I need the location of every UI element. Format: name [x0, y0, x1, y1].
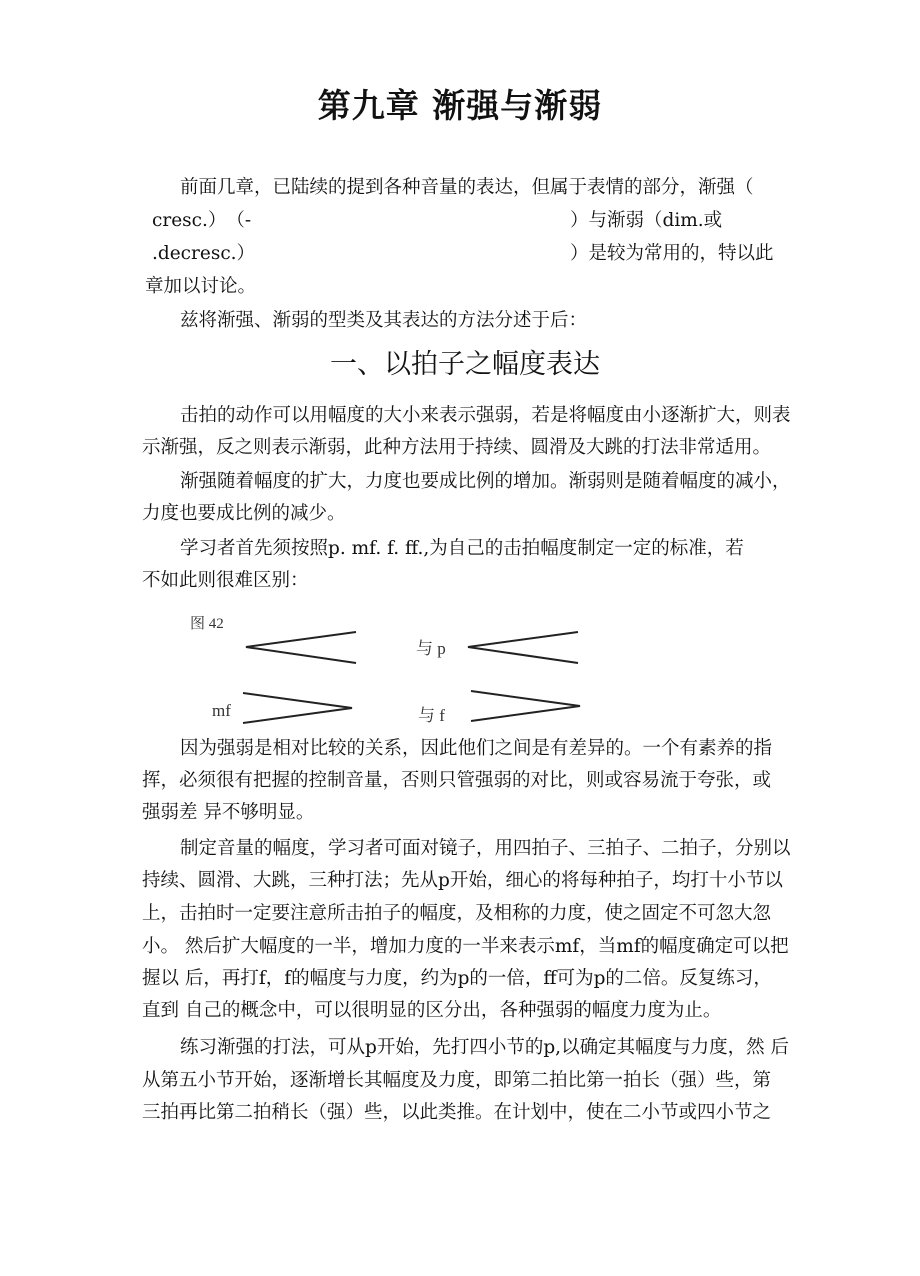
after-c-line-1: 练习渐强的打法，可从p开始，先打四小节的p,以确定其幅度与力度，然 后: [180, 1037, 789, 1058]
decrescendo-hairpin-1: [243, 693, 352, 723]
section-heading: 一、以拍子之幅度表达: [330, 349, 600, 380]
intro-line-5: 兹将渐强、渐弱的型类及其表达的方法分述于后：: [180, 310, 588, 331]
figure-row1-mid-label: 与 p: [416, 639, 446, 658]
after-c-line-2: 从第五小节开始，逐渐增长其幅度及力度，即第二拍比第一拍长（强）些，第: [142, 1070, 772, 1091]
intro-line-2a: cresc.） （-: [152, 210, 252, 231]
page-title: 第九章 渐强与渐弱: [317, 86, 603, 125]
intro-line-1: 前面几章，已陆续的提到各种音量的表达，但属于表情的部分，渐强（: [180, 177, 754, 198]
figure-row2-mid-label: 与 f: [418, 706, 445, 725]
after-b-line-3: 上，击拍时一定要注意所击拍子的幅度，及相称的力度，使之固定不可忽大忽: [142, 903, 772, 924]
after-b-line-1: 制定音量的幅度，学习者可面对镜子，用四拍子、三拍子、二拍子，分别以: [180, 838, 791, 859]
para2-line-1: 渐强随着幅度的扩大，力度也要成比例的增加。渐弱则是随着幅度的减小，: [180, 471, 791, 492]
decrescendo-hairpin-2: [471, 691, 580, 721]
after-b-line-4: 小。 然后扩大幅度的一半，增加力度的一半来表示mf，当mf的幅度确定可以把: [142, 936, 789, 957]
intro-line-3b: ）是较为常用的，特以此: [570, 243, 774, 264]
after-b-line-6: 直到 自己的概念中，可以很明显的区分出，各种强弱的幅度力度为止。: [142, 1000, 722, 1021]
figure-row2-left-label: mf: [212, 701, 231, 720]
para2-line-2: 力度也要成比例的减少。: [142, 503, 346, 524]
after-a-line-3: 强弱差 异不够明显。: [142, 802, 315, 823]
intro-line-2b: ）与渐弱（dim.或: [570, 210, 723, 231]
para1-line-2: 示渐强，反之则表示渐弱，此种方法用于持续、圆滑及大跳的打法非常适用。: [142, 437, 772, 458]
after-a-line-2: 挥，必须很有把握的控制音量，否则只管强弱的对比，则或容易流于夸张，或: [142, 770, 772, 791]
para3-line-2: 不如此则很难区别：: [142, 570, 309, 591]
after-b-line-2: 持续、圆滑、大跳，三种打法；先从p开始，细心的将每种拍子，均打十小节以: [142, 870, 783, 891]
after-a-line-1: 因为强弱是相对比较的关系，因此他们之间是有差异的。一个有素养的指: [180, 738, 773, 759]
crescendo-hairpin-1: [246, 632, 356, 663]
after-b-line-5: 握以 后，再打f，f的幅度与力度，约为p的一倍，ff可为p的二倍。反复练习，: [142, 968, 772, 989]
para1-line-1: 击拍的动作可以用幅度的大小来表示强弱，若是将幅度由小逐渐扩大，则表: [180, 405, 791, 426]
crescendo-hairpin-2: [468, 632, 578, 663]
figure-label: 图 42: [190, 616, 224, 632]
after-c-line-3: 三拍再比第二拍稍长（强）些，以此类推。在计划中，使在二小节或四小节之: [142, 1102, 772, 1123]
para3-line-1: 学习者首先须按照p. mf. f. ff.,为自己的击拍幅度制定一定的标准，若: [180, 538, 744, 559]
intro-line-3a: .decresc.）: [152, 243, 256, 264]
intro-line-4: 章加以讨论。: [145, 276, 257, 297]
